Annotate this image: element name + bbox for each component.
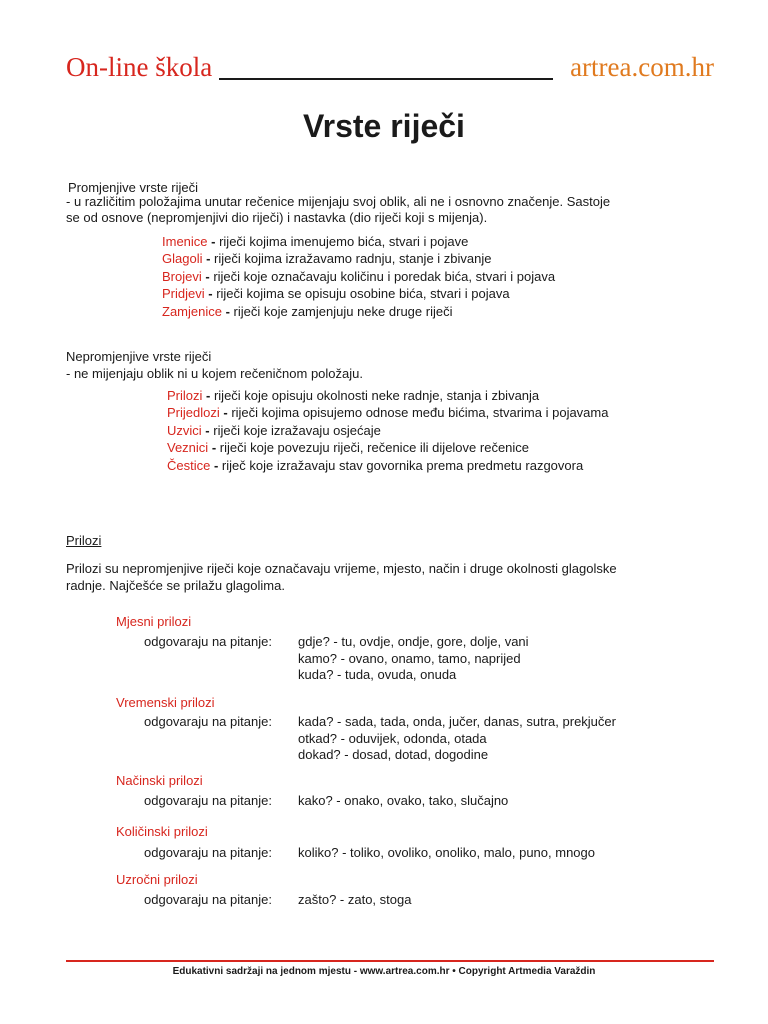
answer-line: otkad? - oduvijek, odonda, otada [298,730,487,746]
question-label: odgovaraju na pitanje: [144,634,272,649]
term: Prijedlozi [167,405,220,421]
page-title: Vrste riječi [303,108,465,144]
promjenjive-heading: Promjenjive vrste riječi [68,180,199,195]
answer-line: gdje? - tu, ovdje, ondje, gore, dolje, vani [298,634,529,649]
prilozi-desc-2: radnje. Najčešće se prilažu glagolima. [66,578,285,593]
term: Prilozi [167,388,203,403]
definition: riječi koje označavaju količinu i poredak bića, stvari i pojava [213,268,556,284]
term: Čestice [167,457,211,473]
term: Imenice [162,234,208,249]
brand-left: On-line škola [66,52,213,82]
answers-mjesni [298,634,529,684]
term: Zamjenice [162,303,222,319]
list-item: Brojevi - riječi koje označavaju količinu i poredak bića, stvari i pojava [162,268,556,284]
list-item: Prilozi - riječi koje opisuju okolnosti neke radnje, stanja i zbivanja [167,388,540,403]
category-uzrocni: Uzročni prilozi [116,872,198,887]
term: Uzvici [167,422,202,438]
definition: riječ koje izražavaju stav govornika prema predmetu razgovora [221,457,584,473]
category-vremenski: Vremenski prilozi [116,695,215,710]
definition: riječi kojima izražavamo radnju, stanje i zbivanje [214,251,492,267]
footer-divider [66,960,714,962]
question-label: odgovaraju na pitanje: [144,892,272,907]
nepromjenjive-heading: Nepromjenjive vrste riječi [66,349,212,364]
list-item: Pridjevi - riječi kojima se opisuju osobine bića, stvari i pojava [162,286,510,302]
answer-line: koliko? - toliko, ovoliko, onoliko, malo, puno, mnogo [298,845,595,860]
answers-kolicinski [298,845,595,862]
list-item: Imenice - riječi kojima imenujemo bića, stvari i pojave [162,234,469,249]
answers-nacinski [298,793,508,810]
list-item: Čestice - riječ koje izražavaju stav govornika prema predmetu razgovora [167,457,584,473]
term: Pridjevi [162,286,205,302]
promjenjive-desc-1: - u različitim položajima unutar rečenice mijenjaju svoj oblik, ali ne i osnovno značenje. Sastoje [66,194,611,209]
category-kolicinski: Količinski prilozi [116,824,208,839]
term: Glagoli [162,251,203,267]
definition: riječi koje povezuju riječi, rečenice ili dijelove rečenice [219,440,530,456]
term: Brojevi [162,268,202,284]
answer-line: kako? - onako, ovako, tako, slučajno [298,793,509,808]
definition: riječi koje zamjenjuju neke druge riječi [233,303,453,319]
definition: riječi koje opisuju okolnosti neke radnje, stanja i zbivanja [213,388,540,403]
definition: riječi kojima opisujemo odnose među bićima, stvarima i pojavama [231,405,609,421]
nepromjenjive-list [167,387,608,474]
header-divider [219,78,553,80]
list-item: Prijedlozi - riječi kojima opisujemo odnose među bićima, stvarima i pojavama [167,405,609,421]
answer-line: kamo? - ovano, onamo, tamo, naprijed [298,650,521,666]
list-item: Veznici - riječi koje povezuju riječi, rečenice ili dijelove rečenice [167,440,530,456]
answer-line: zašto? - zato, stoga [298,892,412,907]
category-mjesni: Mjesni prilozi [116,614,192,629]
prilozi-heading: Prilozi [66,533,102,548]
question-label: odgovaraju na pitanje: [144,714,272,729]
category-nacinski: Načinski prilozi [116,773,203,788]
page-header [66,52,714,92]
promjenjive-desc-2: se od osnove (nepromjenjivi dio riječi) i nastavka (dio riječi koji s mijenja). [66,210,488,225]
answer-line: dokad? - dosad, dotad, dogodine [298,747,489,762]
definition: riječi kojima imenujemo bića, stvari i pojave [219,234,469,249]
promjenjive-list [162,233,555,320]
list-item: Glagoli - riječi kojima izražavamo radnju, stanje i zbivanje [162,251,492,267]
list-item: Zamjenice - riječi koje zamjenjuju neke druge riječi [162,303,453,319]
answers-uzrocni [298,892,411,909]
question-label: odgovaraju na pitanje: [144,845,272,860]
prilozi-desc-1: Prilozi su nepromjenjive riječi koje označavaju vrijeme, mjesto, način i druge okolnosti glagolske [66,561,617,576]
brand-right-link[interactable]: artrea.com.hr [570,52,714,82]
term: Veznici [167,440,209,456]
definition: riječi kojima se opisuju osobine bića, stvari i pojava [216,286,510,302]
answer-line: kada? - sada, tada, onda, jučer, danas, sutra, prekjučer [298,714,616,729]
answer-line: kuda? - tuda, ovuda, onuda [298,667,457,682]
list-item: Uzvici - riječi koje izražavaju osjećaje [167,422,381,438]
nepromjenjive-desc: - ne mijenjaju oblik ni u kojem rečeničnom položaju. [66,366,363,381]
answers-vremenski [298,714,616,764]
footer-text: Edukativni sadržaji na jednom mjestu - www.artrea.com.hr • Copyright Artmedia Varaždin [172,966,596,977]
question-label: odgovaraju na pitanje: [144,793,272,808]
definition: riječi koje izražavaju osjećaje [213,422,381,438]
